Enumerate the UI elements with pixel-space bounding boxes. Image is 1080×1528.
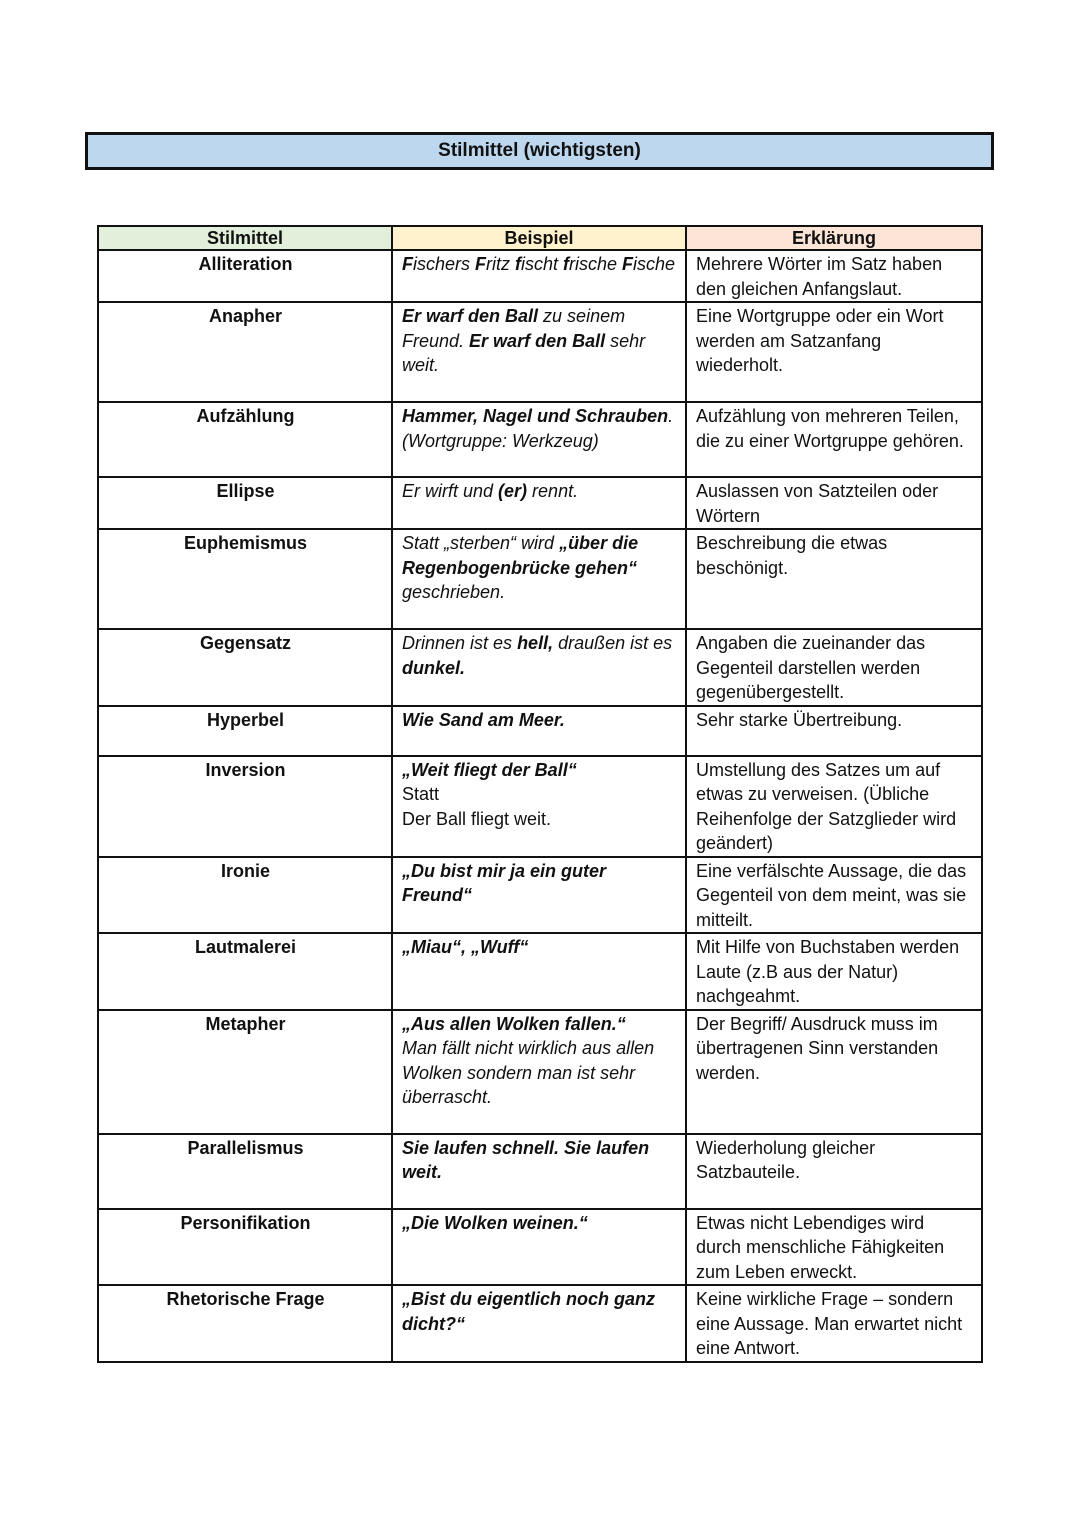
erklaerung-cell: Beschreibung die etwas beschönigt.	[686, 529, 982, 629]
beispiel-cell	[392, 250, 686, 302]
beispiel-segment: (er)	[498, 481, 528, 501]
beispiel-segment: Er warf den Ball	[402, 306, 539, 326]
table-row	[98, 302, 982, 402]
beispiel-segment: „Du bist mir ja ein guter Freund“	[402, 860, 607, 905]
beispiel-cell	[392, 477, 686, 529]
beispiel-cell	[392, 857, 686, 934]
table-row	[98, 1209, 982, 1286]
beispiel-segment: Statt „sterben“ wird	[402, 533, 560, 553]
erklaerung-cell: Aufzählung von mehreren Teilen, die zu einer Wortgruppe gehören.	[686, 402, 982, 477]
erklaerung-cell: Eine verfälschte Aussage, die das Gegenteil von dem meint, was sie mitteilt.	[686, 857, 982, 934]
beispiel-segment: sehr weit.	[402, 330, 646, 375]
stilmittel-name: Anapher	[98, 302, 392, 402]
table-row	[98, 402, 982, 477]
beispiel-cell	[392, 756, 686, 857]
erklaerung-cell: Der Begriff/ Ausdruck muss im übertragenen Sinn verstanden werden.	[686, 1010, 982, 1134]
table-row	[98, 933, 982, 1010]
beispiel-segment: F	[402, 254, 413, 274]
beispiel-cell	[392, 933, 686, 1010]
beispiel-segment: Er warf den Ball	[469, 330, 606, 351]
table-row	[98, 477, 982, 529]
beispiel-cell	[392, 1209, 686, 1286]
stilmittel-name: Alliteration	[98, 250, 392, 302]
erklaerung-cell: Umstellung des Satzes um auf etwas zu verweisen. (Übliche Reihenfolge der Satzglieder wird geändert)	[686, 756, 982, 857]
header-beispiel: Beispiel	[392, 226, 686, 250]
beispiel-cell	[392, 706, 686, 756]
stilmittel-name: Hyperbel	[98, 706, 392, 756]
header-erklaerung: Erklärung	[686, 226, 982, 250]
stilmittel-name: Personifikation	[98, 1209, 392, 1286]
table-row	[98, 756, 982, 857]
beispiel-cell	[392, 1285, 686, 1362]
stilmittel-name: Aufzählung	[98, 402, 392, 477]
table-row	[98, 1010, 982, 1134]
beispiel-segment: .	[668, 406, 674, 426]
erklaerung-cell: Eine Wortgruppe oder ein Wort werden am Satzanfang wiederholt.	[686, 302, 982, 402]
beispiel-segment: „Bist du eigentlich noch ganz dicht?“	[402, 1289, 656, 1334]
beispiel-segment: Hammer, Nagel und Schrauben	[402, 406, 669, 426]
beispiel-segment: rische	[569, 254, 623, 274]
table-row	[98, 857, 982, 934]
beispiel-segment: Statt	[402, 784, 440, 804]
page-title	[85, 132, 994, 170]
table-body	[98, 250, 982, 1362]
beispiel-cell	[392, 1010, 686, 1134]
beispiel-segment: f	[563, 254, 570, 274]
beispiel-segment: rennt.	[527, 481, 579, 501]
beispiel-segment: ritz	[486, 254, 516, 274]
beispiel-segment: Wie Sand am Meer.	[402, 709, 565, 730]
beispiel-segment: F	[475, 254, 487, 274]
table-row	[98, 1285, 982, 1362]
erklaerung-cell: Mehrere Wörter im Satz haben den gleichen Anfangslaut.	[686, 250, 982, 302]
beispiel-segment: „über die Regenbogenbrücke gehen“	[402, 533, 639, 578]
stilmittel-name: Rhetorische Frage	[98, 1285, 392, 1362]
table-row	[98, 1134, 982, 1209]
stilmittel-name: Metapher	[98, 1010, 392, 1134]
stilmittel-table	[97, 225, 983, 1363]
beispiel-segment: F	[622, 254, 634, 274]
beispiel-cell	[392, 629, 686, 706]
erklaerung-cell: Mit Hilfe von Buchstaben werden Laute (z.B aus der Natur) nachgeahmt.	[686, 933, 982, 1010]
beispiel-segment: Sie laufen schnell. Sie laufen weit.	[402, 1137, 650, 1182]
table-header-row	[98, 226, 982, 250]
beispiel-segment: Er wirft und	[402, 481, 499, 501]
table-row	[98, 250, 982, 302]
stilmittel-name: Parallelismus	[98, 1134, 392, 1209]
beispiel-segment: „Miau“, „Wuff“	[402, 937, 529, 957]
beispiel-segment: Der Ball fliegt weit.	[402, 808, 552, 829]
beispiel-segment: ische	[633, 254, 676, 274]
stilmittel-name: Gegensatz	[98, 629, 392, 706]
beispiel-segment: „Die Wolken weinen.“	[402, 1212, 588, 1233]
erklaerung-cell: Angaben die zueinander das Gegenteil darstellen werden gegenübergestellt.	[686, 629, 982, 706]
erklaerung-cell: Keine wirkliche Frage – sondern eine Aussage. Man erwartet nicht eine Antwort.	[686, 1285, 982, 1362]
erklaerung-cell: Sehr starke Übertreibung.	[686, 706, 982, 756]
beispiel-segment: ischt	[521, 254, 564, 274]
beispiel-segment: Man fällt nicht wirklich aus allen Wolken sondern man ist sehr überrascht.	[402, 1038, 655, 1107]
beispiel-segment: dunkel.	[402, 657, 466, 678]
beispiel-segment: zu seinem Freund.	[402, 306, 626, 351]
beispiel-segment: hell,	[517, 633, 554, 653]
stilmittel-name: Ironie	[98, 857, 392, 934]
erklaerung-cell: Etwas nicht Lebendiges wird durch menschliche Fähigkeiten zum Leben erweckt.	[686, 1209, 982, 1286]
erklaerung-cell: Wiederholung gleicher Satzbauteile.	[686, 1134, 982, 1209]
beispiel-segment: ischers	[413, 254, 476, 274]
table-row	[98, 629, 982, 706]
beispiel-segment: draußen ist es	[553, 633, 673, 653]
header-stilmittel: Stilmittel	[98, 226, 392, 250]
stilmittel-name: Lautmalerei	[98, 933, 392, 1010]
beispiel-segment: f	[515, 254, 522, 274]
beispiel-cell	[392, 402, 686, 477]
table-row	[98, 529, 982, 629]
beispiel-segment: Drinnen ist es	[402, 633, 518, 653]
stilmittel-name: Ellipse	[98, 477, 392, 529]
stilmittel-name: Inversion	[98, 756, 392, 857]
beispiel-cell	[392, 1134, 686, 1209]
stilmittel-name: Euphemismus	[98, 529, 392, 629]
beispiel-cell	[392, 302, 686, 402]
page-title-text: Stilmittel (wichtigsten)	[438, 140, 641, 161]
table-row	[98, 706, 982, 756]
beispiel-segment: „Aus allen Wolken fallen.“	[402, 1013, 626, 1034]
erklaerung-cell: Auslassen von Satzteilen oder Wörtern	[686, 477, 982, 529]
beispiel-segment: (Wortgruppe: Werkzeug)	[402, 430, 599, 451]
beispiel-segment: geschrieben.	[402, 582, 506, 602]
beispiel-cell	[392, 529, 686, 629]
beispiel-segment: „Weit fliegt der Ball“	[402, 759, 577, 780]
